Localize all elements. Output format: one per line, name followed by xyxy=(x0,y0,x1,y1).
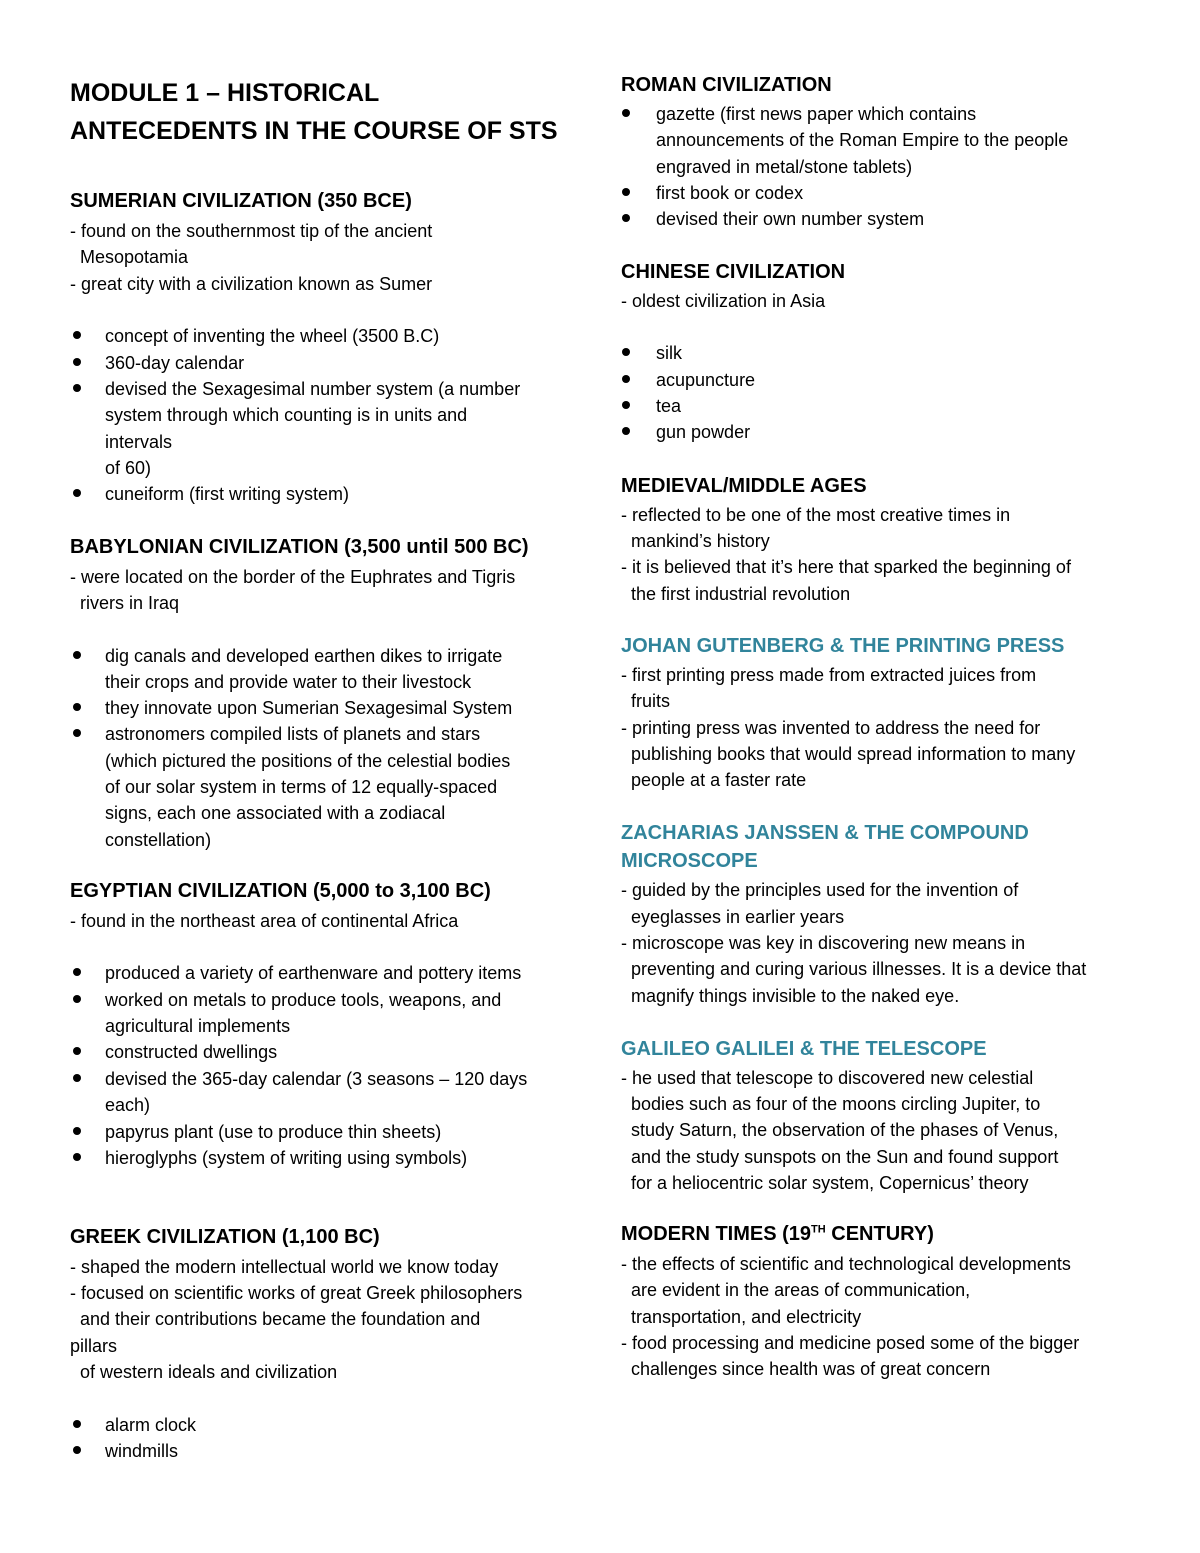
heading-text: MODERN TIMES (19 xyxy=(621,1223,812,1245)
section-heading: JOHAN GUTENBERG & THE PRINTING PRESS xyxy=(621,635,1065,657)
list-item: windmills xyxy=(105,1441,179,1461)
note-line: magnify things invisible to the naked eye. xyxy=(631,986,960,1006)
note-line: publishing books that would spread information to many xyxy=(631,744,1076,764)
list-item: cuneiform (first writing system) xyxy=(105,484,350,504)
note-line: - reflected to be one of the most creative times in xyxy=(621,505,1011,525)
list-item-continued: system through which counting is in units and xyxy=(105,405,468,425)
list-item: gazette (first news paper which contains xyxy=(656,104,977,124)
note-line: - first printing press made from extracted juices from xyxy=(621,665,1037,685)
list-item: papyrus plant (use to produce thin sheets) xyxy=(105,1122,442,1142)
section-heading: ZACHARIAS JANSSEN & THE COMPOUND xyxy=(621,822,1029,844)
note-line: - microscope was key in discovering new means in xyxy=(621,933,1026,953)
note-line: - food processing and medicine posed some of the bigger xyxy=(621,1333,1080,1353)
list-item-continued: each) xyxy=(105,1095,151,1115)
note-line: people at a faster rate xyxy=(631,770,807,790)
bullet-icon xyxy=(73,358,81,366)
note-line: transportation, and electricity xyxy=(631,1307,862,1327)
list-item-continued: (which pictured the positions of the celestial bodies xyxy=(105,751,511,771)
bullet-icon xyxy=(73,331,81,339)
note-line: bodies such as four of the moons circling Jupiter, to xyxy=(631,1094,1041,1114)
bullet-icon xyxy=(622,214,630,222)
bullet-icon xyxy=(622,375,630,383)
list-item: devised the 365-day calendar (3 seasons – 120 days xyxy=(105,1069,528,1089)
section-heading: CHINESE CIVILIZATION xyxy=(621,261,846,283)
note-line: - were located on the border of the Euphrates and Tigris xyxy=(70,567,516,587)
list-item-continued: of our solar system in terms of 12 equally-spaced xyxy=(105,777,498,797)
note-line: Mesopotamia xyxy=(80,247,189,267)
list-item: worked on metals to produce tools, weapons, and xyxy=(105,990,502,1010)
section-heading: MEDIEVAL/MIDDLE AGES xyxy=(621,475,867,497)
note-line: study Saturn, the observation of the phases of Venus, xyxy=(631,1120,1059,1140)
bullet-icon xyxy=(73,1127,81,1135)
note-line: rivers in Iraq xyxy=(80,593,180,613)
title-line-1: MODULE 1 – HISTORICAL xyxy=(70,79,380,107)
section-heading: BABYLONIAN CIVILIZATION (3,500 until 500 BC) xyxy=(70,536,529,558)
bullet-icon xyxy=(73,995,81,1003)
note-line: - found in the northeast area of continental Africa xyxy=(70,911,459,931)
note-line: mankind’s history xyxy=(631,531,770,551)
heading-text: CENTURY) xyxy=(825,1223,934,1245)
list-item: devised their own number system xyxy=(656,209,925,229)
list-item-continued: engraved in metal/stone tablets) xyxy=(656,157,913,177)
list-item: 360-day calendar xyxy=(105,353,245,373)
note-line: - great city with a civilization known as Sumer xyxy=(70,274,433,294)
note-line: - found on the southernmost tip of the ancient xyxy=(70,221,433,241)
list-item-continued: of 60) xyxy=(105,458,152,478)
bullet-icon xyxy=(73,703,81,711)
note-line: - focused on scientific works of great Greek philosophers xyxy=(70,1283,523,1303)
list-item-continued: signs, each one associated with a zodiacal xyxy=(105,803,446,823)
list-item-continued: constellation) xyxy=(105,830,212,850)
note-line: - guided by the principles used for the invention of xyxy=(621,880,1019,900)
note-line: eyeglasses in earlier years xyxy=(631,907,845,927)
section-heading: EGYPTIAN CIVILIZATION (5,000 to 3,100 BC) xyxy=(70,880,491,902)
note-line: for a heliocentric solar system, Copernicus’ theory xyxy=(631,1173,1029,1193)
note-line: - the effects of scientific and technological developments xyxy=(621,1254,1071,1274)
bullet-icon xyxy=(622,348,630,356)
bullet-icon xyxy=(73,1047,81,1055)
section-heading: SUMERIAN CIVILIZATION (350 BCE) xyxy=(70,190,412,212)
bullet-icon xyxy=(622,401,630,409)
note-line: - it is believed that it’s here that sparked the beginning of xyxy=(621,557,1071,577)
note-line: and their contributions became the foundation and xyxy=(80,1309,481,1329)
note-line: pillars xyxy=(70,1336,118,1356)
bullet-icon xyxy=(73,489,81,497)
list-item: concept of inventing the wheel (3500 B.C) xyxy=(105,326,440,346)
heading-superscript: TH xyxy=(811,1223,826,1236)
list-item: first book or codex xyxy=(656,183,804,203)
section-heading: MICROSCOPE xyxy=(621,850,758,872)
list-item-continued: intervals xyxy=(105,432,173,452)
note-line: preventing and curing various illnesses. It is a device that xyxy=(631,959,1087,979)
note-line: - oldest civilization in Asia xyxy=(621,291,826,311)
bullet-icon xyxy=(73,384,81,392)
list-item: silk xyxy=(656,343,682,363)
list-item: alarm clock xyxy=(105,1415,197,1435)
bullet-icon xyxy=(73,1074,81,1082)
note-line: - printing press was invented to address the need for xyxy=(621,718,1041,738)
bullet-icon xyxy=(622,427,630,435)
bullet-icon xyxy=(73,729,81,737)
note-line: challenges since health was of great concern xyxy=(631,1359,991,1379)
list-item: dig canals and developed earthen dikes to irrigate xyxy=(105,646,503,666)
list-item: acupuncture xyxy=(656,370,756,390)
bullet-icon xyxy=(73,651,81,659)
list-item: produced a variety of earthenware and pottery items xyxy=(105,963,522,983)
note-line: and the study sunspots on the Sun and found support xyxy=(631,1147,1059,1167)
list-item: hieroglyphs (system of writing using symbols) xyxy=(105,1148,468,1168)
note-line: - he used that telescope to discovered new celestial xyxy=(621,1068,1034,1088)
section-heading xyxy=(621,1222,934,1246)
list-item: gun powder xyxy=(656,422,751,442)
bullet-icon xyxy=(73,1153,81,1161)
list-item: tea xyxy=(656,396,682,416)
list-item-continued: agricultural implements xyxy=(105,1016,291,1036)
note-line: fruits xyxy=(631,691,671,711)
list-item: they innovate upon Sumerian Sexagesimal System xyxy=(105,698,513,718)
section-heading: ROMAN CIVILIZATION xyxy=(621,74,832,96)
section-heading: GALILEO GALILEI & THE TELESCOPE xyxy=(621,1038,987,1060)
list-item: devised the Sexagesimal number system (a number xyxy=(105,379,521,399)
note-line: the first industrial revolution xyxy=(631,584,851,604)
list-item: astronomers compiled lists of planets and stars xyxy=(105,724,481,744)
list-item-continued: announcements of the Roman Empire to the people xyxy=(656,130,1069,150)
section-heading: GREEK CIVILIZATION (1,100 BC) xyxy=(70,1226,380,1248)
bullet-icon xyxy=(73,1446,81,1454)
bullet-icon xyxy=(622,188,630,196)
bullet-icon xyxy=(622,109,630,117)
title-line-2: ANTECEDENTS IN THE COURSE OF STS xyxy=(70,117,558,145)
note-line: of western ideals and civilization xyxy=(80,1362,338,1382)
list-item: constructed dwellings xyxy=(105,1042,278,1062)
list-item-continued: their crops and provide water to their livestock xyxy=(105,672,472,692)
note-line: are evident in the areas of communication, xyxy=(631,1280,971,1300)
bullet-icon xyxy=(73,968,81,976)
bullet-icon xyxy=(73,1420,81,1428)
note-line: - shaped the modern intellectual world we know today xyxy=(70,1257,499,1277)
